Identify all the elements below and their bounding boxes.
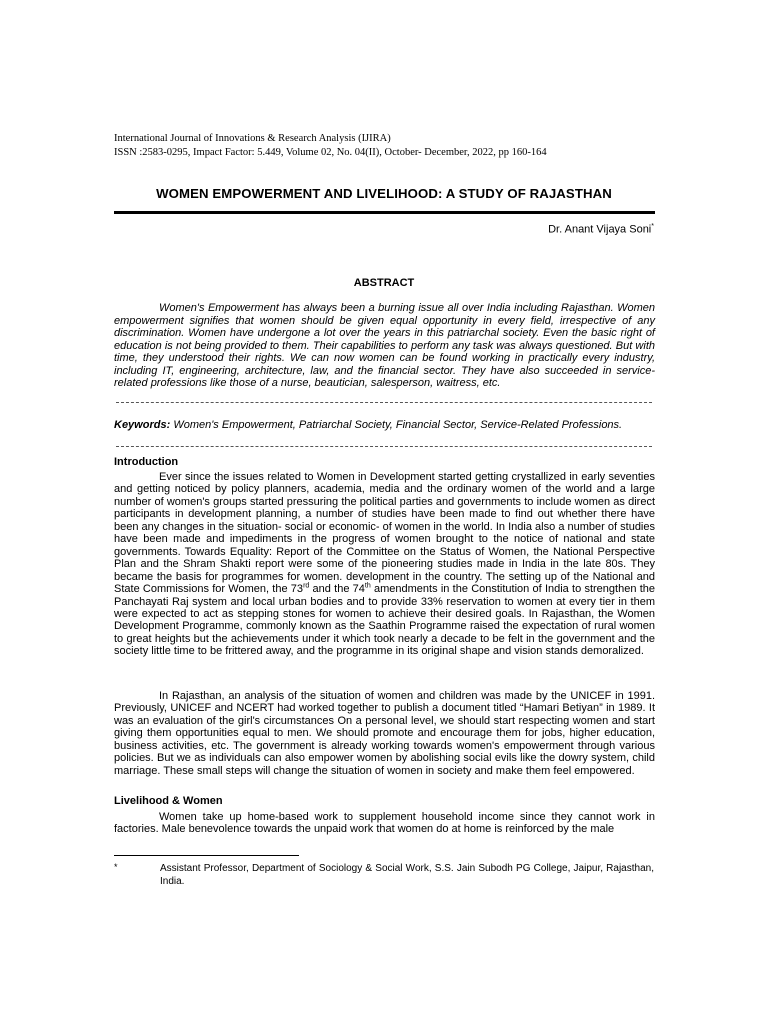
journal-header xyxy=(114,132,654,159)
keywords-label: Keywords: xyxy=(114,419,171,431)
introduction-heading: Introduction xyxy=(114,456,179,468)
intro-p1-part-b: and the 74 xyxy=(309,583,365,596)
ordinal-rd: rd xyxy=(303,582,310,590)
title-rule xyxy=(114,211,655,214)
introduction-paragraph-2: In Rajasthan, an analysis of the situation of women and children was made by the UNICEF in 1991. Previously, UNICEF and NCERT had worked together to publish a document titled “Hamari Betiyan” in 1989. It was an evaluation of the girl's circumstances On a personal level, we should start respecting women and start giving them opportunities equal to men. We should promote and encourage them for jobs, higher education, business activities, etc. The government is already working towards women's empowerment through various policies. But we as individuals can also empower women by abolishing social evils like the dowry system, child marriage. These small steps will change the situation of women in society and make them feel empowered. xyxy=(114,690,655,777)
footnote-rule xyxy=(114,855,299,856)
abstract-text: Women's Empowerment has always been a burning issue all over India including Rajasthan. Women empowerment signifies that women should be given equal opportunity in every field, irrespective of any discrimination. Women have undergone a lot over the years in this patriarchal society. Even the basic right of education is not being provided to them. Their capabilities to perform any task was always questioned. But with time, they understood their rights. We can now women can be found working in practically every industry, including IT, engineering, architecture, law, and the financial sector. They have also succeeded in service-related professions like those of a nurse, beautician, salesperson, waitress, etc. xyxy=(114,302,655,389)
introduction-paragraph-1 xyxy=(114,471,655,658)
abstract-heading: ABSTRACT xyxy=(353,277,415,289)
keywords-line xyxy=(114,418,655,432)
keywords-text: Women's Empowerment, Patriarchal Society, Financial Sector, Service-Related Professions. xyxy=(173,419,623,431)
issn-line: ISSN :2583-0295, Impact Factor: 5.449, Volume 02, No. 04(II), October- December, 2022, pp 160-164 xyxy=(114,146,547,158)
abstract-divider xyxy=(116,402,652,403)
keywords-divider xyxy=(116,446,652,447)
author-name: Dr. Anant Vijaya Soni xyxy=(548,223,652,236)
paper-title: WOMEN EMPOWERMENT AND LIVELIHOOD: A STUDY OF RAJASTHAN xyxy=(156,186,612,201)
footnote-marker: * xyxy=(114,862,118,872)
intro-p1-part-c: amendments in the Constitution of India to strengthen the Panchayati Raj system and local urban bodies and to provide 33% reservation to women at every tier in them were expected to act as stepping stones for women to achieve their desired goals. In Rajasthan, the Women Development Programme, commonly known as the Saathin Programme raised the expectation of rural women to great heights but the achievements under it which took nearly a decade to be felt in the government and the society little time to be frittered away, and the programme in its original shape and vision stands demoralized. xyxy=(114,583,655,658)
author-marker: * xyxy=(651,223,654,230)
livelihood-paragraph-1: Women take up home-based work to supplement household income since they cannot work in factories. Male benevolence towards the unpaid work that women do at home is reinforced by the male xyxy=(114,811,655,836)
livelihood-heading: Livelihood & Women xyxy=(114,795,223,807)
footnote-text: Assistant Professor, Department of Sociology & Social Work, S.S. Jain Subodh PG College, Jaipur, Rajasthan, India. xyxy=(160,863,654,887)
journal-name: International Journal of Innovations & Research Analysis (IJIRA) xyxy=(114,133,391,144)
ordinal-th: th xyxy=(364,582,371,590)
intro-p1-part-a: Ever since the issues related to Women in Development started getting crystallized in early seventies and getting noticed by policy planners, academia, media and the ordinary women of the world and a large number of women's groups started pressuring the political parties and governments to include women as direct participants in development planning, a number of studies have been made to find out whether there have been any changes in the situation- social or economic- of women in the world. In India also a number of studies have been made and impediments in the progress of women brought to the notice of national and state governments. Towards Equality: Report of the Committee on the Status of Women, the National Perspective Plan and the Shram Shakti report were some of the pioneering studies made in India in the late 80s. They became the basis for programmes for women. development in the country. The setting up of the National and State Commissions for Women, the 73 xyxy=(114,471,655,596)
author-line xyxy=(114,223,654,236)
